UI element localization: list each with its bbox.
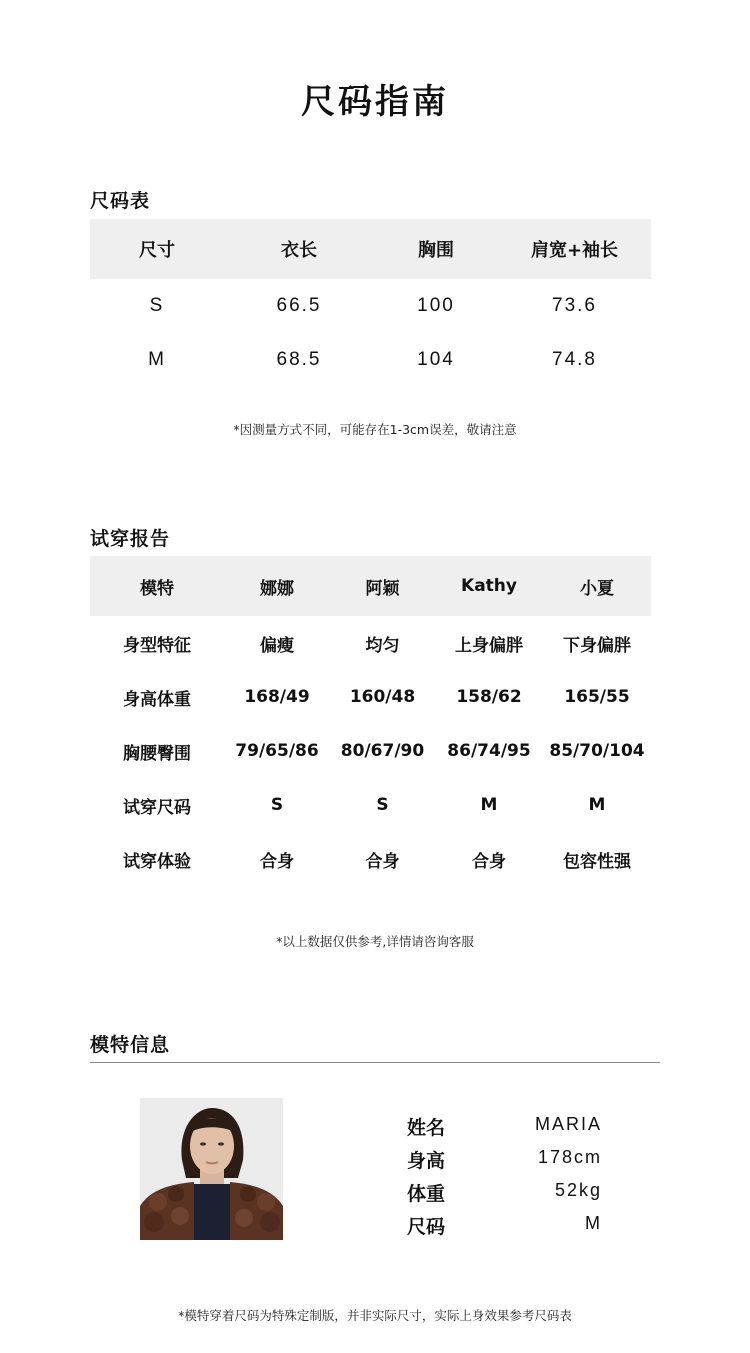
model-height-label: 身高 <box>407 1150 446 1172</box>
table-cell: 158/62 <box>456 687 522 707</box>
fit-table-header <box>90 556 651 616</box>
table-cell: 试穿体验 <box>123 851 191 872</box>
page-title: 尺码指南 <box>301 82 449 122</box>
table-cell: 68.5 <box>276 349 322 370</box>
table-cell: 合身 <box>365 851 400 872</box>
table-cell: 上身偏胖 <box>455 635 523 656</box>
table-cell: S <box>149 295 165 316</box>
model-note: *模特穿着尺码为特殊定制版，并非实际尺寸，实际上身效果参考尺码表 <box>178 1308 572 1323</box>
table-cell: 74.8 <box>552 349 597 370</box>
model-weight-label: 体重 <box>407 1183 446 1205</box>
table-cell: 73.6 <box>552 295 597 316</box>
table-cell: 66.5 <box>276 295 322 316</box>
header-cell: 胸围 <box>418 240 454 261</box>
model-weight-value: 52kg <box>554 1180 602 1200</box>
table-cell: 偏瘦 <box>260 635 294 656</box>
table-cell: 80/67/90 <box>340 741 425 761</box>
header-cell: 衣长 <box>281 240 317 261</box>
table-row <box>90 670 651 724</box>
header-cell: 尺寸 <box>139 240 175 261</box>
model-size-value: M <box>585 1213 602 1233</box>
table-cell: 均匀 <box>365 635 400 656</box>
fit-section-title: 试穿报告 <box>90 528 171 550</box>
model-section-title: 模特信息 <box>90 1034 171 1056</box>
table-cell: S <box>270 795 284 815</box>
table-cell: 165/55 <box>564 687 630 707</box>
model-size-label: 尺码 <box>407 1216 446 1238</box>
table-cell: 100 <box>417 295 455 316</box>
size-table-header <box>90 219 651 279</box>
header-cell: 模特 <box>140 578 174 599</box>
table-cell: 合身 <box>260 851 294 872</box>
table-row <box>90 778 651 832</box>
table-cell: 86/74/95 <box>447 741 531 761</box>
header-cell: 阿颖 <box>365 578 400 599</box>
table-cell: 胸腰臀围 <box>123 743 191 764</box>
model-name-value: MARIA <box>534 1114 602 1134</box>
table-cell: 包容性强 <box>563 851 631 872</box>
table-cell: 下身偏胖 <box>563 635 631 656</box>
table-cell: 104 <box>417 349 455 370</box>
size-note: *因测量方式不同，可能存在1-3cm误差，敬请注意 <box>233 422 517 437</box>
table-cell: M <box>480 795 498 815</box>
header-cell: 小夏 <box>580 578 614 599</box>
size-table <box>90 219 651 387</box>
model-photo-illustration <box>140 1098 283 1240</box>
table-cell: 160/48 <box>349 687 416 707</box>
table-row <box>90 333 651 387</box>
header-cell: 肩宽+袖长 <box>530 240 619 261</box>
table-row <box>90 832 651 886</box>
model-photo <box>140 1098 283 1240</box>
header-cell: Kathy <box>461 576 517 596</box>
section-divider <box>90 1062 660 1063</box>
table-cell: 85/70/104 <box>549 741 645 761</box>
size-section-title: 尺码表 <box>90 190 151 212</box>
model-height-value: 178cm <box>537 1147 602 1167</box>
table-cell: S <box>376 795 389 815</box>
fit-table <box>90 556 651 886</box>
table-cell: 身高体重 <box>123 689 191 710</box>
table-row <box>90 724 651 778</box>
table-row <box>90 279 651 333</box>
table-cell: M <box>588 795 606 815</box>
fit-note: *以上数据仅供参考,详情请咨询客服 <box>276 934 474 949</box>
model-name-label: 姓名 <box>407 1117 446 1139</box>
table-cell: 79/65/86 <box>235 741 319 761</box>
table-cell: 168/49 <box>244 687 310 707</box>
table-row <box>90 616 651 670</box>
header-cell: 娜娜 <box>260 578 294 599</box>
table-cell: 合身 <box>472 851 506 872</box>
table-cell: 身型特征 <box>123 635 191 656</box>
table-cell: M <box>148 349 166 370</box>
table-cell: 试穿尺码 <box>123 797 191 818</box>
